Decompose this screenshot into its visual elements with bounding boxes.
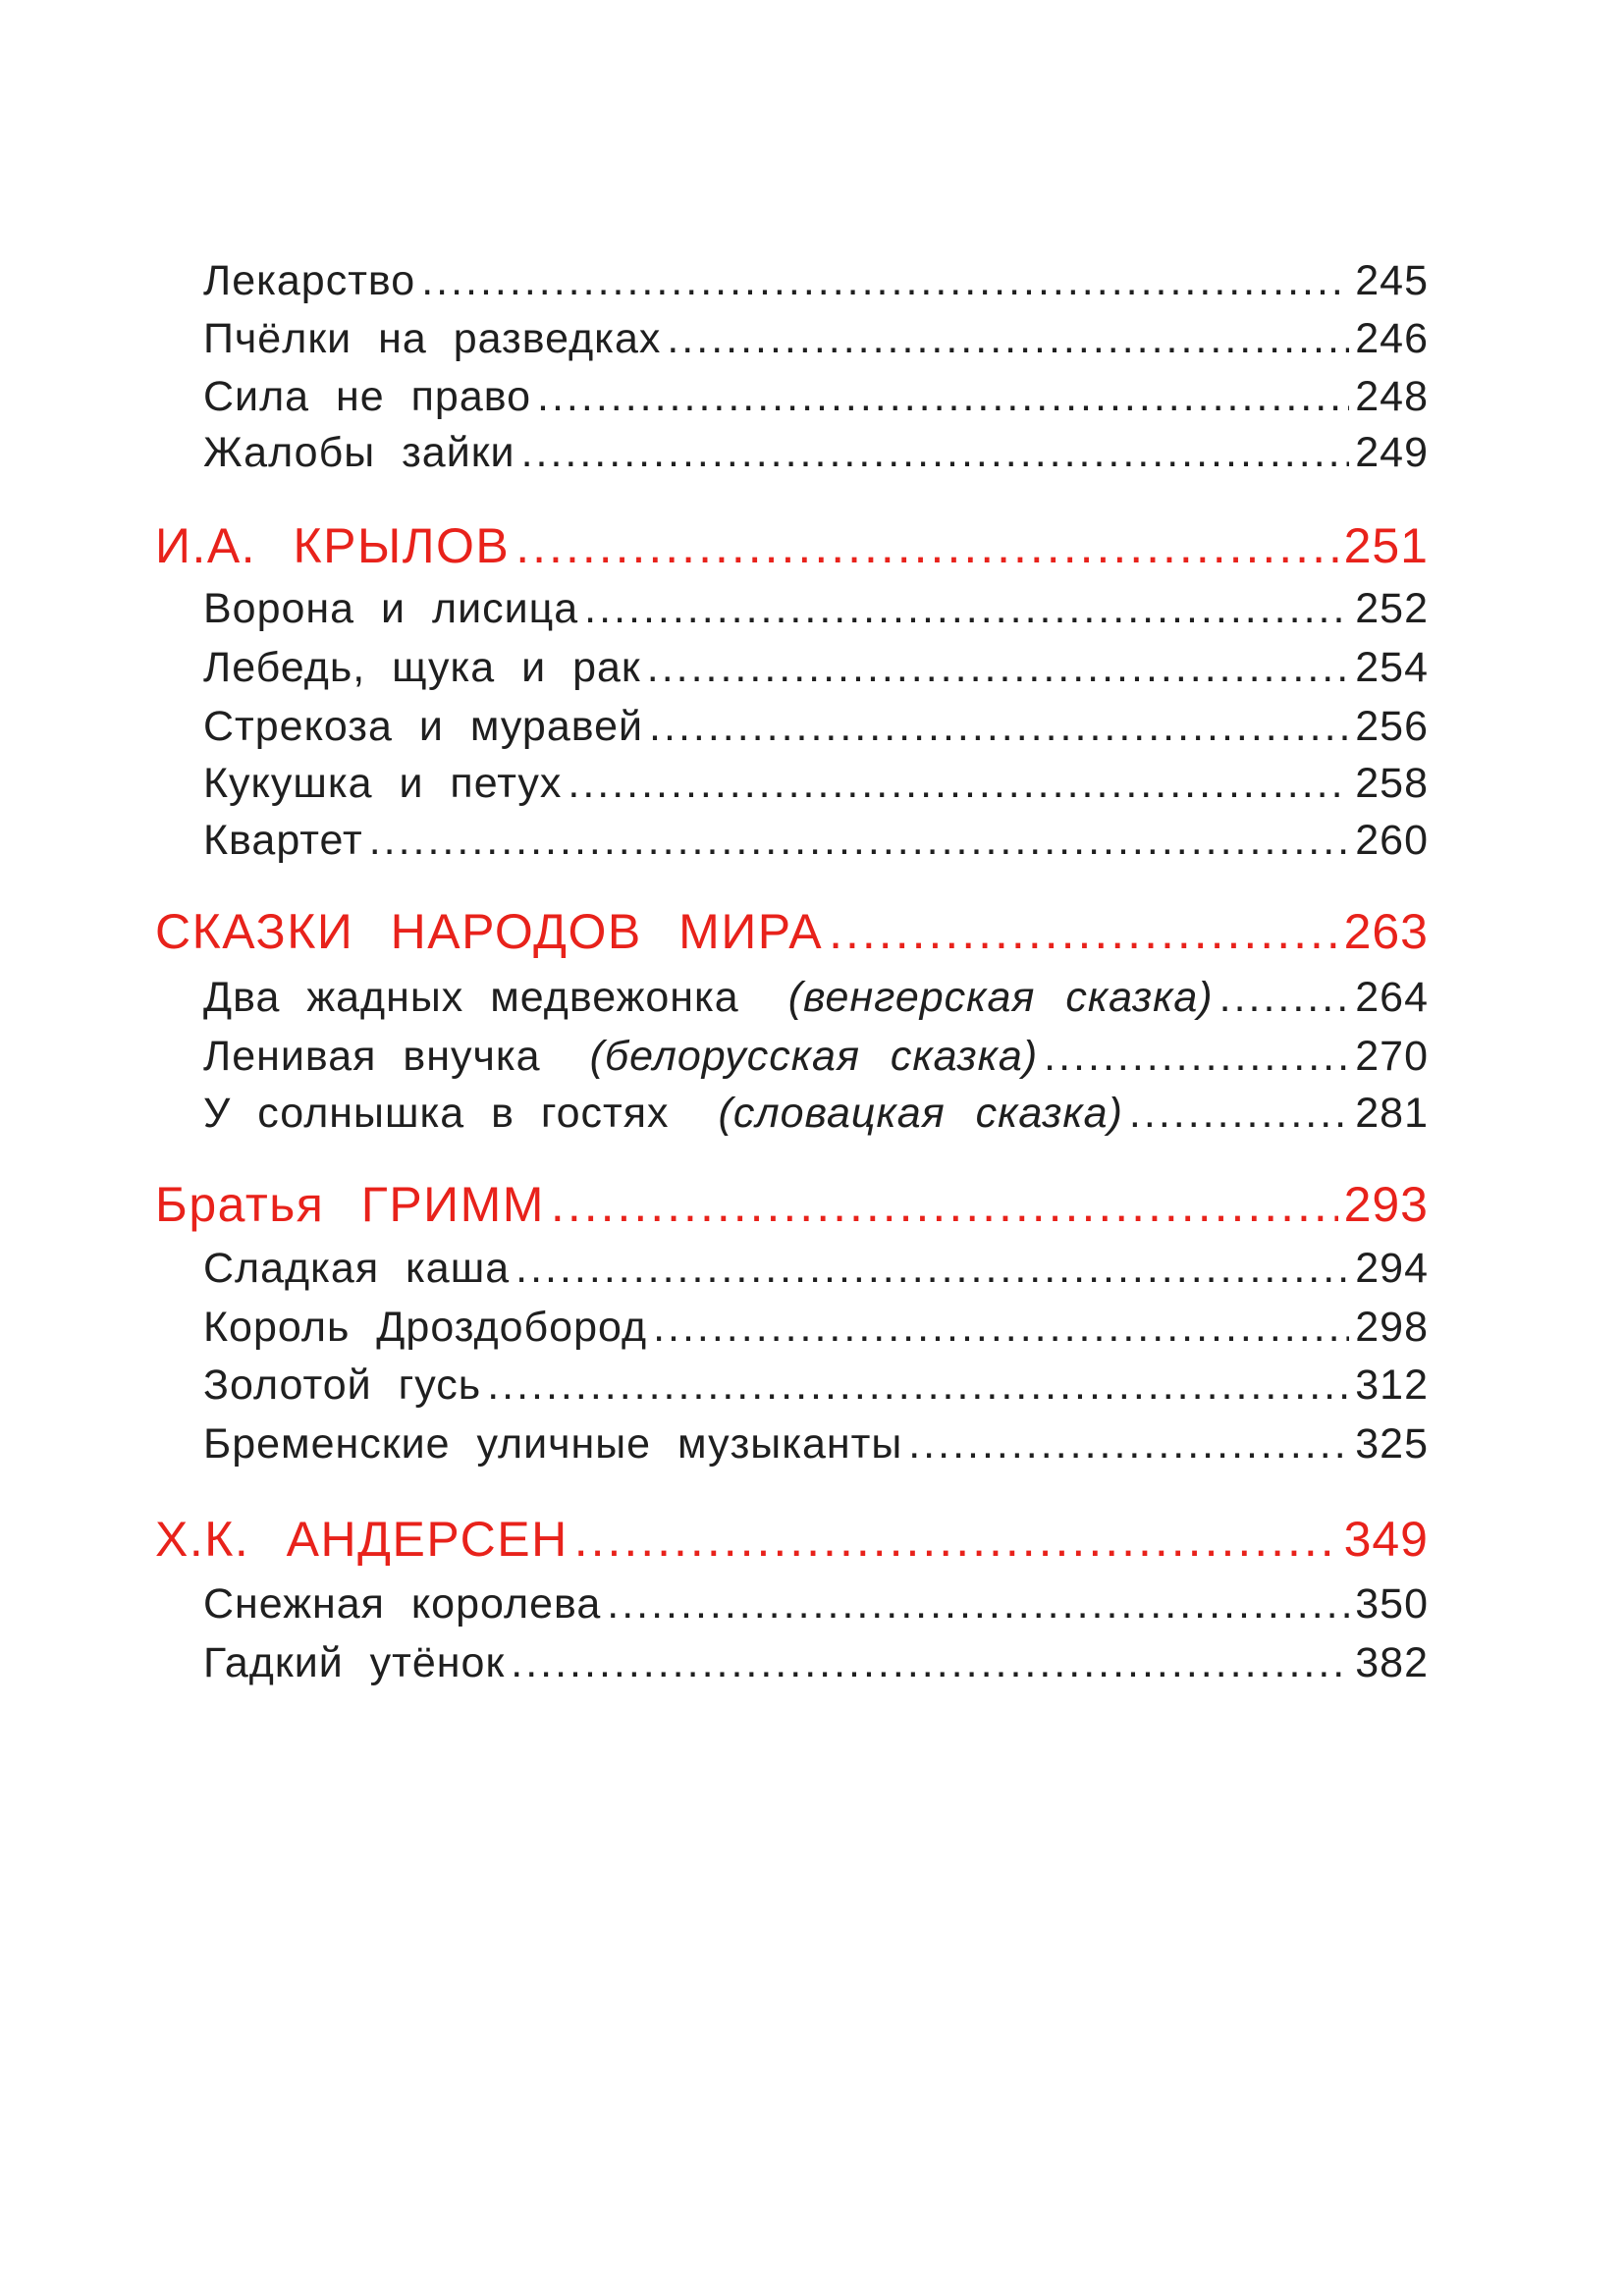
dot-leader — [1044, 1033, 1349, 1081]
entry-page-number: 270 — [1355, 1033, 1429, 1080]
toc-entry[interactable] — [203, 1245, 1429, 1293]
dot-leader — [551, 1176, 1338, 1233]
section-page-number: 263 — [1343, 904, 1429, 959]
toc-entry[interactable] — [203, 1304, 1429, 1352]
entry-note: (словацкая сказка) — [718, 1090, 1123, 1137]
section-page-number: 251 — [1343, 518, 1429, 573]
entry-page-number: 246 — [1355, 315, 1429, 362]
entry-title: Гадкий утёнок — [203, 1639, 506, 1686]
dot-leader — [1129, 1090, 1349, 1138]
toc-entry[interactable] — [203, 703, 1429, 751]
dot-leader — [421, 257, 1349, 305]
entry-page-number: 294 — [1355, 1245, 1429, 1292]
toc-section-heading[interactable] — [155, 517, 1429, 574]
dot-leader — [607, 1580, 1349, 1629]
entry-title: Бременские уличные музыканты — [203, 1420, 903, 1468]
entry-page-number: 281 — [1355, 1090, 1429, 1137]
section-title: СКАЗКИ НАРОДОВ МИРА — [155, 904, 824, 959]
dot-leader — [649, 703, 1349, 751]
entry-page-number: 249 — [1355, 429, 1429, 476]
toc-section-heading[interactable] — [155, 1511, 1429, 1568]
toc-entry[interactable] — [203, 585, 1429, 633]
entry-title: Квартет — [203, 817, 363, 864]
dot-leader — [584, 585, 1349, 633]
toc-entry[interactable] — [203, 974, 1429, 1022]
entry-page-number: 245 — [1355, 257, 1429, 304]
entry-title: Стрекоза и муравей — [203, 703, 644, 750]
dot-leader — [568, 760, 1349, 808]
toc-entry[interactable] — [203, 1639, 1429, 1687]
entry-page-number: 248 — [1355, 373, 1429, 420]
entry-page-number: 256 — [1355, 703, 1429, 750]
entry-title: Золотой гусь — [203, 1362, 482, 1409]
toc-section-heading[interactable] — [155, 1176, 1429, 1233]
entry-page-number: 254 — [1355, 644, 1429, 691]
section-page-number: 349 — [1343, 1512, 1429, 1567]
toc-entry[interactable] — [203, 373, 1429, 421]
entry-page-number: 382 — [1355, 1639, 1429, 1686]
entry-note: (белорусская сказка) — [589, 1033, 1039, 1080]
entry-title: Лебедь, щука и рак — [203, 644, 641, 691]
dot-leader — [908, 1420, 1349, 1468]
entry-title: Король Дроздобород — [203, 1304, 648, 1351]
entry-title: Снежная королева — [203, 1580, 602, 1628]
section-title: Братья ГРИММ — [155, 1177, 545, 1232]
entry-title: Кукушка и петух — [203, 760, 563, 807]
dot-leader — [574, 1511, 1338, 1568]
section-title: И.А. КРЫЛОВ — [155, 518, 511, 573]
dot-leader — [667, 315, 1349, 363]
dot-leader — [653, 1304, 1349, 1352]
entry-page-number: 264 — [1355, 974, 1429, 1021]
entry-title: Сладкая каша — [203, 1245, 511, 1292]
toc-entry[interactable] — [203, 1420, 1429, 1468]
dot-leader — [1219, 974, 1350, 1022]
toc-section-heading[interactable] — [155, 903, 1429, 960]
toc-entry[interactable] — [203, 1362, 1429, 1410]
entry-page-number: 312 — [1355, 1362, 1429, 1409]
toc-entry[interactable] — [203, 644, 1429, 692]
toc-entry[interactable] — [203, 315, 1429, 363]
entry-title: Ленивая внучка — [203, 1033, 541, 1080]
entry-page-number: 252 — [1355, 585, 1429, 632]
dot-leader — [647, 644, 1350, 692]
entry-page-number: 325 — [1355, 1420, 1429, 1468]
dot-leader — [515, 517, 1337, 574]
toc-entry[interactable] — [203, 1580, 1429, 1629]
dot-leader — [829, 903, 1337, 960]
entry-page-number: 298 — [1355, 1304, 1429, 1351]
toc-entry[interactable] — [203, 429, 1429, 477]
section-title: Х.К. АНДЕРСЕН — [155, 1512, 568, 1567]
toc-entry[interactable] — [203, 1033, 1429, 1081]
entry-title: Лекарство — [203, 257, 416, 304]
toc-entry[interactable] — [203, 760, 1429, 808]
toc-entry[interactable] — [203, 1090, 1429, 1138]
dot-leader — [521, 429, 1350, 477]
entry-title: У солнышка в гостях — [203, 1090, 670, 1137]
entry-page-number: 258 — [1355, 760, 1429, 807]
dot-leader — [515, 1245, 1349, 1293]
dot-leader — [487, 1362, 1349, 1410]
entry-note: (венгерская сказка) — [787, 974, 1214, 1021]
dot-leader — [511, 1639, 1349, 1687]
entry-title: Два жадных медвежонка — [203, 974, 739, 1021]
entry-title: Ворона и лисица — [203, 585, 579, 632]
toc-entry[interactable] — [203, 817, 1429, 865]
entry-title: Сила не право — [203, 373, 532, 420]
toc-entry[interactable] — [203, 257, 1429, 305]
entry-page-number: 350 — [1355, 1580, 1429, 1628]
dot-leader — [537, 373, 1349, 421]
dot-leader — [369, 817, 1350, 865]
entry-title: Жалобы зайки — [203, 429, 515, 476]
section-page-number: 293 — [1343, 1177, 1429, 1232]
entry-title: Пчёлки на разведках — [203, 315, 662, 362]
entry-page-number: 260 — [1355, 817, 1429, 864]
